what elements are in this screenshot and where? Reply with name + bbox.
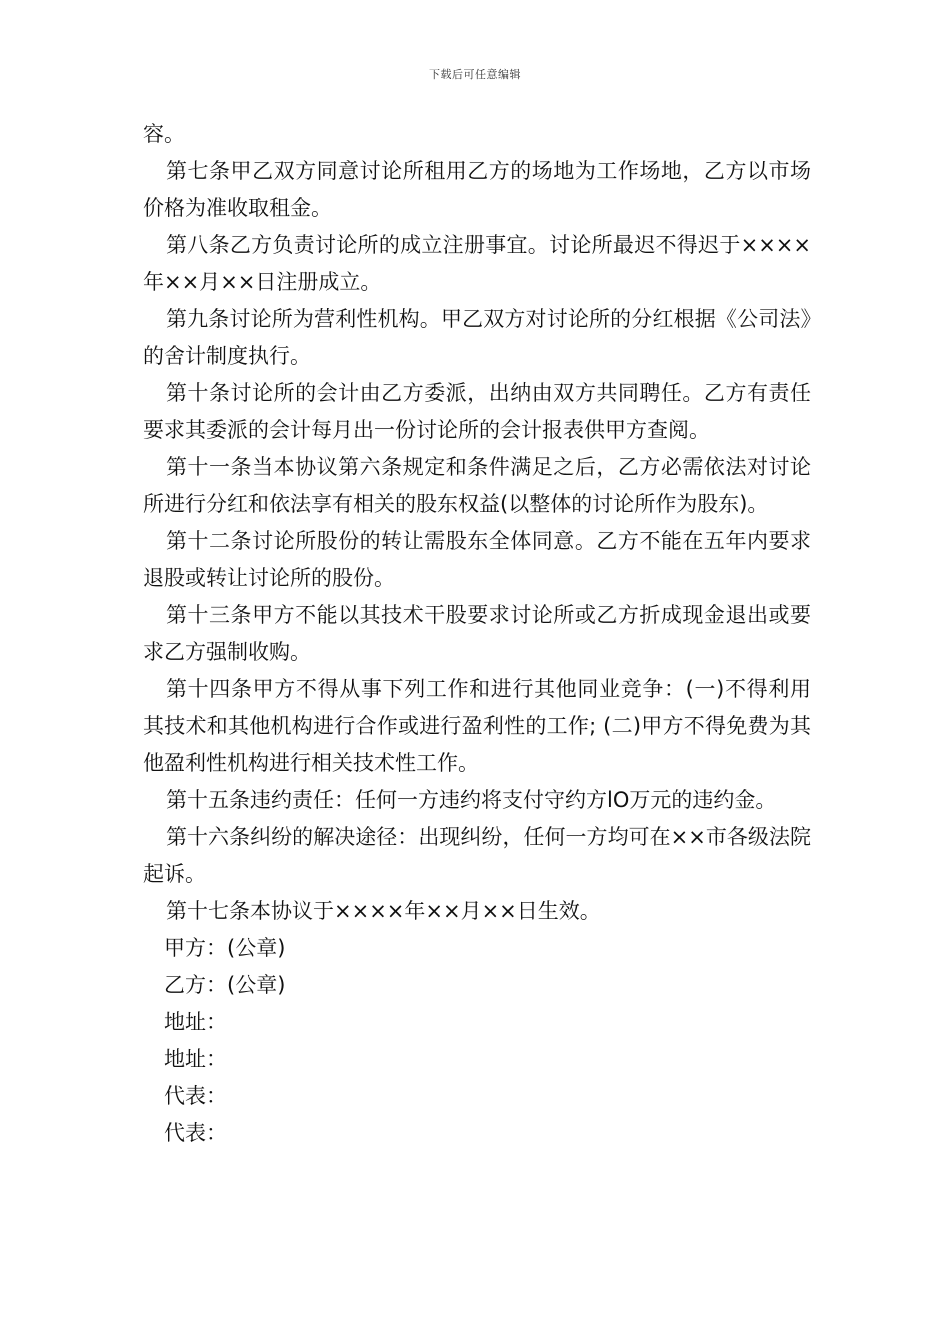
article-11: 第十一条当本协议第六条规定和条件满足之后，乙方必需依法对讨论所进行分红和依法享有相关的股东权益(以整体的讨论所作为股东)。 bbox=[143, 455, 811, 516]
representative-line: 代表： bbox=[164, 1084, 227, 1108]
article-15: 第十五条违约责任：任何一方违约将支付守约方lO万元的违约金。 bbox=[166, 788, 777, 812]
article-14: 第十四条甲方不得从事下列工作和进行其他同业竞争：(一)不得利用其技术和其他机构进行合作或进行盈利性的工作; (二)甲方不得免费为其他盈利性机构进行相关技术性工作。 bbox=[143, 677, 811, 775]
article-7: 第七条甲乙双方同意讨论所租用乙方的场地为工作场地，乙方以市场价格为准收取租金。 bbox=[143, 159, 811, 220]
address-line: 地址： bbox=[164, 1047, 227, 1071]
article-10: 第十条讨论所的会计由乙方委派，出纳由双方共同聘任。乙方有责任要求其委派的会计每月出一份讨论所的会计报表供甲方查阅。 bbox=[143, 381, 811, 442]
article-17: 第十七条本协议于××××年××月××日生效。 bbox=[166, 899, 601, 923]
article-13: 第十三条甲方不能以其技术干股要求讨论所或乙方折成现金退出或要求乙方强制收购。 bbox=[143, 603, 811, 664]
header-note: 下载后可任意编辑 bbox=[429, 68, 521, 81]
paragraph-continuation: 容。 bbox=[143, 122, 185, 146]
article-12: 第十二条讨论所股份的转让需股东全体同意。乙方不能在五年内要求退股或转让讨论所的股份。 bbox=[143, 529, 811, 590]
representative-line: 代表： bbox=[164, 1121, 227, 1145]
address-line: 地址： bbox=[164, 1010, 227, 1034]
signature-block bbox=[143, 930, 811, 1152]
article-9: 第九条讨论所为营利性机构。甲乙双方对讨论所的分红根据《公司法》的舍计制度执行。 bbox=[143, 307, 811, 368]
article-8: 第八条乙方负责讨论所的成立注册事宜。讨论所最迟不得迟于××××年××月××日注册成立。 bbox=[143, 233, 811, 294]
party-a-seal: 甲方：(公章) bbox=[164, 936, 286, 960]
document-body bbox=[143, 116, 811, 1152]
party-b-seal: 乙方：(公章) bbox=[164, 973, 286, 997]
article-16: 第十六条纠纷的解决途径：出现纠纷，任何一方均可在××市各级法院起诉。 bbox=[143, 825, 811, 886]
